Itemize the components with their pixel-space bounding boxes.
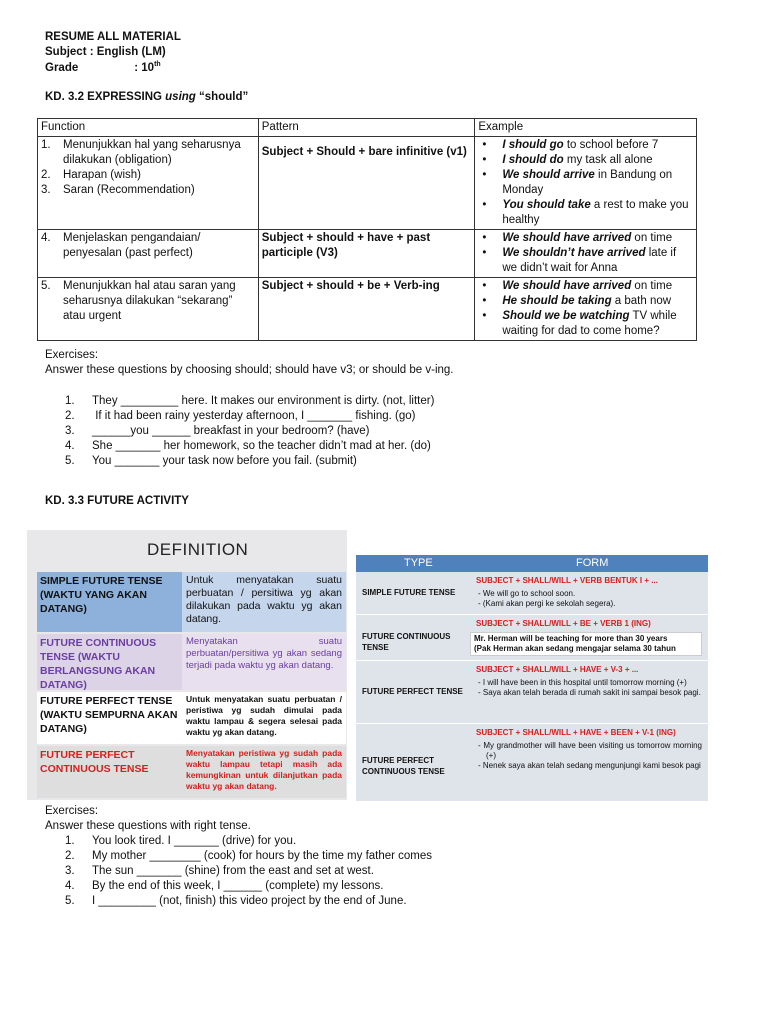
example-item: • We should have arrived on time	[482, 280, 673, 292]
kd32-title-part: KD. 3.2 EXPRESSING	[45, 91, 166, 103]
item-text: She _______ her homework, so the teacher didn’t mad at her. (do)	[92, 440, 431, 452]
definition-desc: Menyatakan peristiwa yg sudah pada waktu lampau tetapi masih ada kemungkinan untuk dilanjutkan pada waktu yg akan datang.	[182, 746, 346, 798]
list-item	[45, 439, 454, 454]
function-item	[41, 168, 255, 183]
tense-example: (Pak Herman akan sedang mengajar selama 30 tahun	[474, 644, 676, 653]
item-num: 1.	[65, 835, 75, 847]
should-table	[37, 118, 697, 341]
tense-type: FUTURE PERFECT CONTINUOUS TENSE	[362, 756, 445, 776]
definition-row	[37, 634, 346, 690]
function-text: Menjelaskan pengandaian/ penyesalan (past perfect)	[63, 232, 201, 259]
item-text: ______you ______ breakfast in your bedroom? (have)	[92, 425, 370, 437]
item-text: They _________ here. It makes our environment is dirty. (not, litter)	[92, 395, 435, 407]
example-item: • Should we be watching TV while waiting for dad to come home?	[482, 310, 677, 337]
item-num: 3.	[65, 865, 75, 877]
function-cell	[38, 137, 259, 230]
example-rest: to school before 7	[563, 139, 659, 151]
tense-example: - (Kami akan pergi ke sekolah segera).	[478, 599, 616, 608]
tense-formula: SUBJECT + SHALL/WILL + BE + VERB 1 (ING)	[476, 619, 651, 628]
example-rest: on time	[631, 280, 673, 292]
list-item	[45, 834, 432, 849]
example-rest: in Bandung on Monday	[502, 169, 673, 196]
list-item	[45, 394, 454, 409]
definition-desc: Untuk menyatakan suatu perbuatan / persitiwa yg akan dilakukan pada waktu yg akan datang.	[182, 572, 346, 632]
tense-examples	[476, 589, 702, 609]
example-emphasis: We should arrive	[502, 169, 595, 181]
kd32-title-part: “should”	[195, 91, 249, 103]
grade-label: Grade	[45, 61, 79, 74]
item-num: 1.	[65, 395, 75, 407]
definition-row	[37, 692, 346, 744]
grade-line	[45, 61, 161, 74]
definition-tense: FUTURE PERFECT CONTINUOUS TENSE	[37, 746, 182, 798]
example-emphasis: I should go	[502, 139, 564, 151]
type-header: TYPE	[404, 557, 433, 569]
kd32-title	[45, 91, 248, 103]
tense-form	[476, 576, 702, 609]
item-num: 5.	[65, 895, 75, 907]
tense-example: - I will have been in this hospital until tomorrow morning (+)	[478, 678, 687, 687]
exercise-1	[45, 348, 454, 469]
tense-type: FUTURE CONTINUOUS TENSE	[362, 632, 451, 652]
subject-line: Subject : English (LM)	[45, 46, 166, 58]
item-num: 4.	[65, 440, 75, 452]
grade-value: : 10	[134, 61, 155, 74]
pattern-cell: Subject + Should + bare infinitive (v1)	[258, 137, 475, 230]
col-pattern: Pattern	[258, 119, 475, 137]
example-emphasis: We should have arrived	[502, 232, 632, 244]
list-item	[45, 894, 432, 909]
example-rest: a bath now	[611, 295, 672, 307]
kd32-title-italic: using	[165, 91, 196, 103]
item-num: 2.	[65, 410, 75, 422]
function-cell	[38, 230, 259, 278]
example-emphasis: He should be taking	[502, 295, 612, 307]
row-divider	[356, 660, 708, 661]
tense-type: FUTURE PERFECT TENSE	[362, 686, 463, 696]
item-num: 4.	[65, 880, 75, 892]
list-item	[45, 454, 454, 469]
tense-examples	[470, 632, 702, 656]
exercise-instruction: Answer these questions with right tense.	[45, 820, 251, 832]
table-row	[38, 137, 697, 230]
tense-form	[476, 665, 702, 698]
list-item	[45, 879, 432, 894]
document-title: RESUME ALL MATERIAL	[45, 31, 181, 43]
function-text: Harapan (wish)	[63, 169, 141, 181]
item-text: If it had been rainy yesterday afternoon, I _______ fishing. (go)	[92, 410, 416, 422]
pattern-cell: Subject + should + be + Verb-ing	[258, 278, 475, 341]
function-item	[41, 279, 255, 324]
tense-examples	[476, 741, 702, 771]
item-text: The sun _______ (shine) from the east and set at west.	[92, 865, 374, 877]
row-divider	[356, 614, 708, 615]
function-num: 1.	[41, 139, 51, 151]
col-function: Function	[38, 119, 259, 137]
tense-type: SIMPLE FUTURE TENSE	[362, 587, 456, 597]
example-emphasis: Should we be watching	[502, 310, 630, 322]
table-row	[38, 278, 697, 341]
definition-tense: FUTURE CONTINUOUS TENSE (WAKTU BERLANGSUNG AKAN DATANG)	[37, 634, 182, 690]
item-text: My mother ________ (cook) for hours by the time my father comes	[92, 850, 433, 862]
definition-row	[37, 746, 346, 798]
definition-title: DEFINITION	[147, 540, 249, 559]
col-example: Example	[475, 119, 697, 137]
definition-tense: SIMPLE FUTURE TENSE (WAKTU YANG AKAN DATANG)	[37, 572, 182, 632]
example-item: • He should be taking a bath now	[482, 295, 672, 307]
function-text: Menunjukkan hal atau saran yang seharusnya dilakukan “sekarang” atau urgent	[63, 280, 236, 322]
type-form-header	[356, 555, 708, 572]
tense-example: - My grandmother will have been visiting us tomorrow morning (+)	[478, 741, 702, 760]
exercise-label: Exercises:	[45, 805, 99, 817]
table-row	[38, 230, 697, 278]
pattern-cell: Subject + should + have + past participle (V3)	[258, 230, 475, 278]
function-text: Menunjukkan hal yang seharusnya dilakukan (obligation)	[63, 139, 241, 166]
function-num: 2.	[41, 169, 51, 181]
item-num: 5.	[65, 455, 75, 467]
form-header: FORM	[576, 557, 609, 569]
item-text: I _________ (not, finish) this video project by the end of June.	[92, 895, 407, 907]
row-divider	[356, 723, 708, 724]
example-rest: a rest to make you healthy	[502, 199, 689, 226]
kd33-title: KD. 3.3 FUTURE ACTIVITY	[45, 495, 189, 507]
grade-sup: th	[154, 61, 161, 68]
example-rest: TV while waiting for dad to come home?	[502, 310, 677, 337]
item-num: 2.	[65, 850, 75, 862]
function-item	[41, 138, 255, 168]
tense-example: - We will go to school soon.	[478, 589, 576, 598]
example-rest: on time	[631, 232, 673, 244]
example-item: • We shouldn’t have arrived late if we didn’t wait for Anna	[482, 247, 677, 274]
list-item	[45, 424, 454, 439]
tense-examples	[476, 678, 702, 698]
example-item: • I should go to school before 7	[482, 139, 659, 151]
example-rest: late if we didn’t wait for Anna	[502, 247, 677, 274]
example-emphasis: We shouldn’t have arrived	[502, 247, 646, 259]
exercise-instruction: Answer these questions by choosing should; should have v3; or should be v-ing.	[45, 364, 454, 376]
tense-example: Mr. Herman will be teaching for more than 30 years	[474, 634, 668, 643]
tense-example: - Saya akan telah berada di rumah sakit ini sampai besok pagi.	[478, 688, 701, 697]
function-text: Saran (Recommendation)	[63, 184, 195, 196]
tense-form	[476, 619, 702, 656]
example-cell	[475, 230, 697, 278]
exercise-2	[45, 804, 432, 909]
tense-formula: SUBJECT + SHALL/WILL + HAVE + V-3 + ...	[476, 665, 639, 674]
tense-formula: SUBJECT + SHALL/WILL + HAVE + BEEN + V-1 (ING)	[476, 728, 676, 737]
definition-desc: Untuk menyatakan suatu perbuatan / peristiwa yg sudah dimulai pada waktu lampau & segera selesai pada waktu yg akan datang.	[182, 692, 346, 744]
function-cell	[38, 278, 259, 341]
example-item: • You should take a rest to make you healthy	[482, 199, 689, 226]
item-text: You _______ your task now before you fail. (submit)	[92, 455, 357, 467]
exercise-label: Exercises:	[45, 349, 99, 361]
function-num: 3.	[41, 184, 51, 196]
function-item	[41, 231, 255, 261]
tense-formula: SUBJECT + SHALL/WILL + VERB BENTUK I + ...	[476, 576, 658, 585]
item-text: By the end of this week, I ______ (complete) my lessons.	[92, 880, 384, 892]
example-rest: my task all alone	[563, 154, 653, 166]
tense-example: - Nenek saya akan telah sedang mengunjungi kami besok pagi	[478, 761, 701, 770]
function-num: 4.	[41, 232, 51, 244]
item-text: You look tired. I _______ (drive) for you.	[92, 835, 297, 847]
list-item	[45, 409, 454, 424]
list-item	[45, 864, 432, 879]
example-emphasis: We should have arrived	[502, 280, 632, 292]
list-item	[45, 849, 432, 864]
example-cell	[475, 137, 697, 230]
example-item: • I should do my task all alone	[482, 154, 653, 166]
definition-desc: Menyatakan suatu perbuatan/persitiwa yg akan sedang terjadi pada waktu yg akan datang.	[182, 634, 346, 690]
example-item: • We should have arrived on time	[482, 232, 673, 244]
definition-tense: FUTURE PERFECT TENSE (WAKTU SEMPURNA AKAN DATANG)	[37, 692, 182, 744]
example-emphasis: You should take	[502, 199, 591, 211]
item-num: 3.	[65, 425, 75, 437]
function-num: 5.	[41, 280, 51, 292]
example-item: • We should arrive in Bandung on Monday	[482, 169, 673, 196]
type-form-image	[356, 555, 708, 801]
example-cell	[475, 278, 697, 341]
definition-row	[37, 572, 346, 632]
definition-image	[27, 530, 347, 800]
function-item	[41, 183, 255, 198]
tense-form	[476, 728, 702, 771]
table-header-row	[38, 119, 697, 137]
example-emphasis: I should do	[502, 154, 564, 166]
